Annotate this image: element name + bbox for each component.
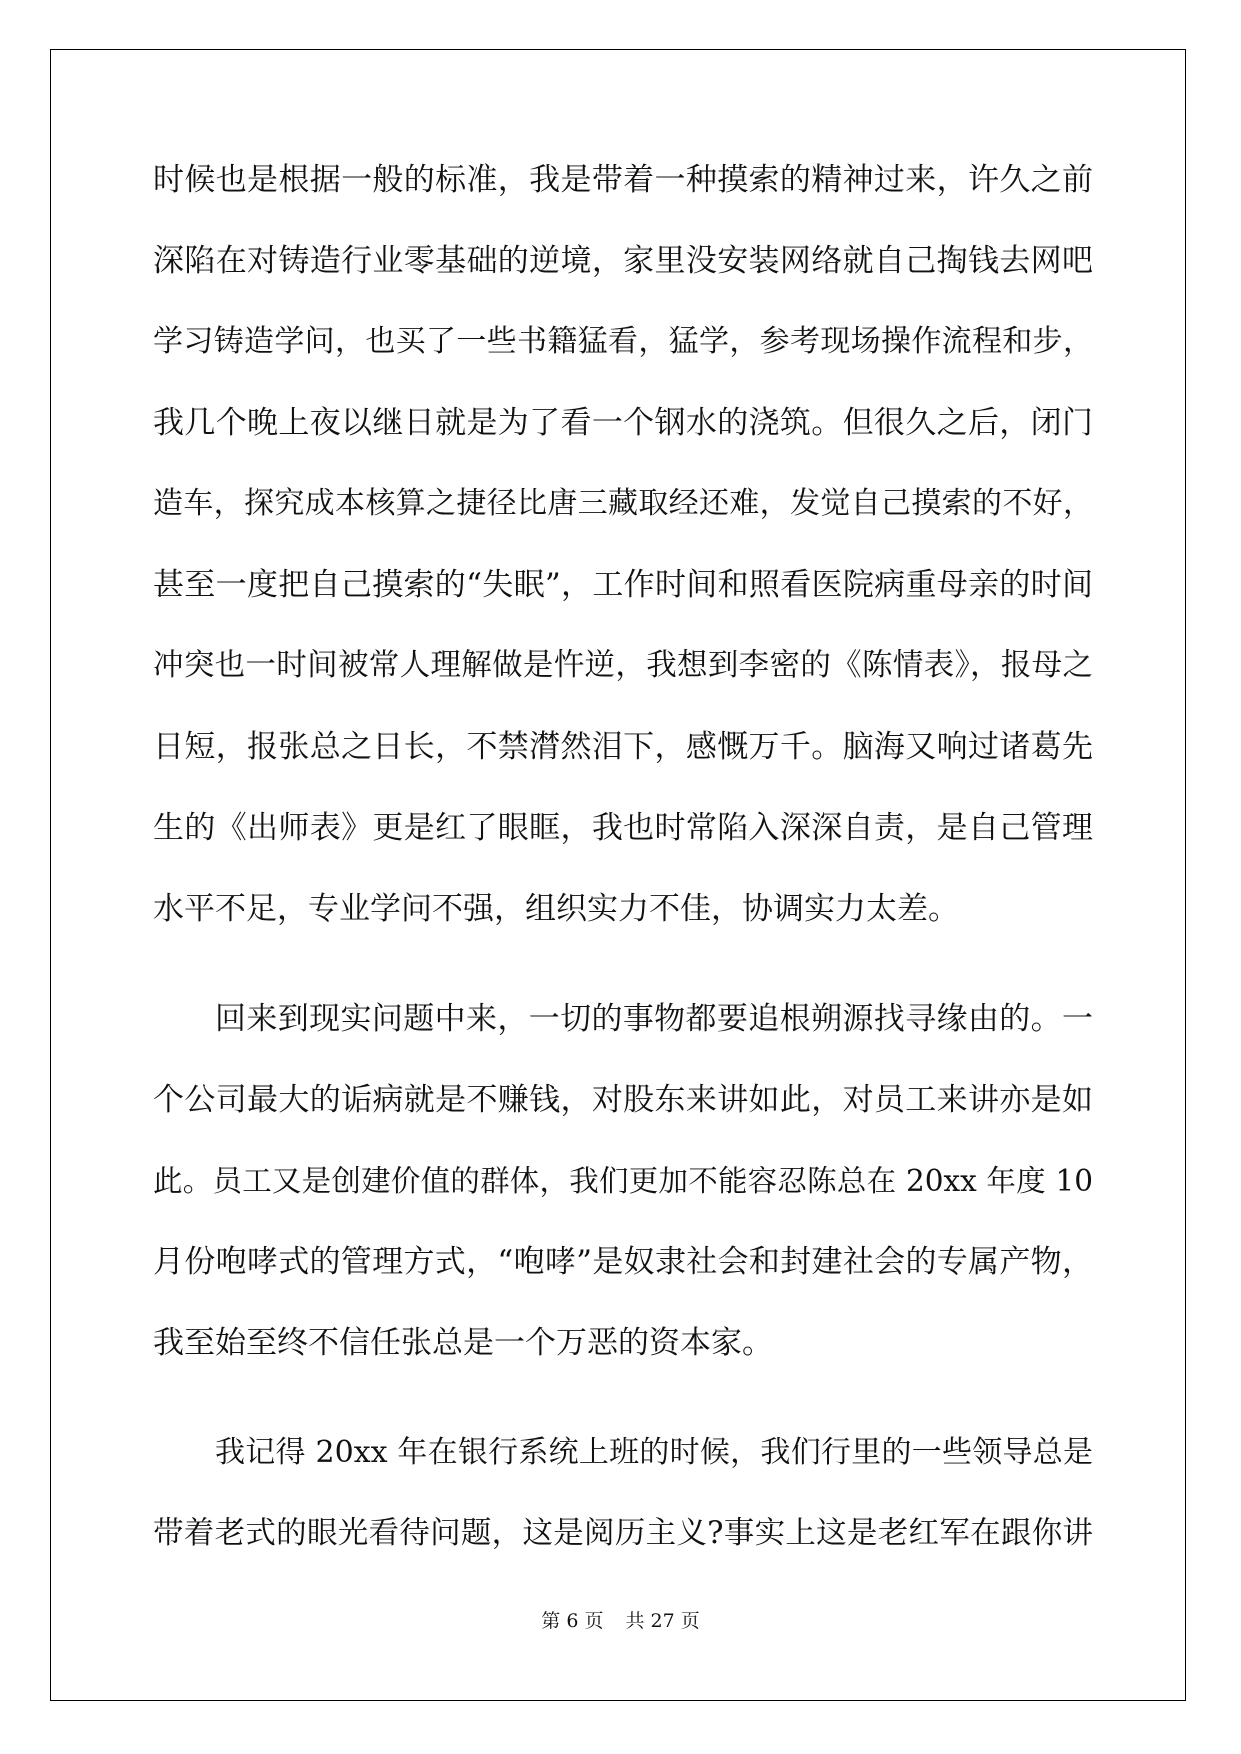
text-line: 个公司最大的诟病就是不赚钱，对股东来讲如此，对员工来讲亦是如 — [153, 1082, 1093, 1118]
paragraph-3 — [153, 1428, 1093, 1590]
text-line: 甚至一度把自己摸索的“失眠”，工作时间和照看医院病重母亲的时间 — [153, 567, 1093, 603]
total-page-count: 共 27 页 — [625, 1610, 700, 1632]
text-line: 深陷在对铸造行业零基础的逆境，家里没安装网络就自己掏钱去网吧 — [153, 243, 1093, 279]
current-page-number: 第 6 页 — [541, 1610, 604, 1632]
text-line: 我记得 20xx 年在银行系统上班的时候，我们行里的一些领导总是 — [215, 1435, 1093, 1470]
text-line: 带着老式的眼光看待问题，这是阅历主义?事实上这是老红军在跟你讲 — [153, 1516, 1093, 1551]
text-line: 冲突也一时间被常人理解做是忤逆，我想到李密的《陈情表》，报母之 — [153, 648, 1093, 683]
text-line: 学习铸造学问，也买了一些书籍猛看，猛学，参考现场操作流程和步， — [153, 324, 1093, 359]
paragraph-1 — [153, 155, 1093, 965]
text-line: 我几个晚上夜以继日就是为了看一个钢水的浇筑。但很久之后，闭门 — [153, 405, 1093, 441]
text-line: 时候也是根据一般的标准，我是带着一种摸索的精神过来，许久之前 — [153, 162, 1093, 198]
text-line: 我至始至终不信任张总是一个万恶的资本家。 — [153, 1325, 773, 1361]
text-line: 日短，报张总之日长，不禁潸然泪下，感慨万千。脑海又响过诸葛先 — [153, 729, 1093, 765]
text-line: 此。员工又是创建价值的群体，我们更加不能容忍陈总在 20xx 年度 10 — [153, 1164, 1093, 1198]
text-line: 回来到现实问题中来，一切的事物都要追根朔源找寻缘由的。一 — [215, 1001, 1093, 1037]
text-line: 生的《出师表》更是红了眼眶，我也时常陷入深深自责，是自己管理 — [153, 810, 1093, 846]
page-footer — [0, 1606, 1241, 1633]
text-line: 造车，探究成本核算之捷径比唐三藏取经还难，发觉自己摸索的不好， — [153, 486, 1093, 521]
text-line: 水平不足，专业学问不强，组织实力不佳，协调实力太差。 — [153, 891, 959, 927]
text-line: 月份咆哮式的管理方式，“咆哮”是奴隶社会和封建社会的专属产物， — [153, 1244, 1093, 1280]
document-body — [153, 155, 1093, 1590]
paragraph-2 — [153, 994, 1093, 1399]
